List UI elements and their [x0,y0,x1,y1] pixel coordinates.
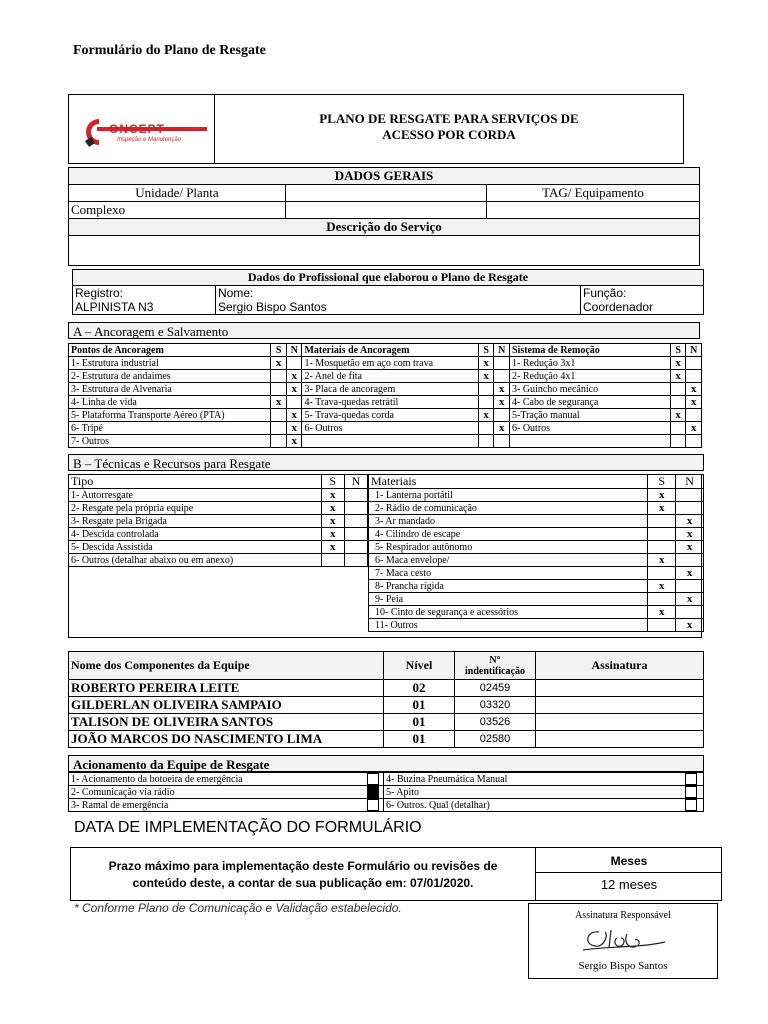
pontos-n-mark[interactable]: x [286,435,302,448]
materiais-b-s-mark[interactable]: x [648,554,676,567]
acionamento-right-item: 6- Outros. Qual (detalhar) [384,799,680,812]
materiais-b-item: 9- Peia [369,593,648,606]
sistema-s-mark[interactable]: x [670,357,686,370]
equipe-nome: GILDERLAN OLIVEIRA SAMPAIO [69,697,384,714]
materiais-b-row [369,593,704,606]
implementacao-title: DATA DE IMPLEMENTAÇÃO DO FORMULÁRIO [74,819,422,836]
materiais-b-n-mark[interactable] [676,489,704,502]
acionamento-right-checkbox[interactable] [685,786,697,798]
prazo-box [70,847,722,901]
logo-cell [69,95,215,163]
profissional-table [72,269,704,315]
assinatura-title: Assinatura Responsável [575,910,671,921]
registro-cell [73,286,216,315]
tipo-row [69,541,368,554]
sistema-n-mark[interactable]: x [686,396,702,409]
tag-label: TAG/ Equipamento [487,185,700,202]
ancoragem-row [69,396,702,409]
materiais-b-row [369,606,704,619]
materiais-b-item: 1- Lanterna portátil [369,489,648,502]
equipe-assinatura-header: Assinatura [536,652,704,680]
pontos-n-mark[interactable]: x [286,370,302,383]
acionamento-right-checkbox-cell [679,773,704,786]
acionamento-row [69,799,704,812]
dados-gerais-table [68,167,700,266]
pontos-n-mark[interactable] [286,396,302,409]
acionamento-row [69,773,704,786]
materiais-s-mark[interactable]: x [478,370,494,383]
tipo-row [69,528,368,541]
materiais-n-mark[interactable]: x [494,396,510,409]
document-title [215,111,683,143]
pontos-n-mark[interactable]: x [286,383,302,396]
equipe-row [69,731,704,748]
secao-a-title: A – Ancoragem e Salvamento [68,322,700,339]
tipo-row [69,554,368,567]
descricao-title: Descrição do Serviço [69,219,700,236]
secao-b-title: B – Técnicas e Recursos para Resgate [68,454,704,471]
materiais-b-n-mark[interactable]: x [676,567,704,580]
materiais-n-mark[interactable] [494,409,510,422]
materiais-b-item: 6- Maca envelope/ [369,554,648,567]
tipo-item: 1- Autorresgate [69,489,322,502]
materiais-b-n-mark[interactable] [676,606,704,619]
tipo-table [68,474,368,567]
tipo-item: 4- Descida controlada [69,528,322,541]
materiais-n-mark[interactable]: x [494,422,510,435]
unidade-value[interactable] [286,185,487,202]
tipo-n-mark[interactable] [344,541,367,554]
materiais-b-row [369,489,704,502]
meses-label: Meses [610,854,648,868]
signature-icon [579,924,669,956]
registro-label: Registro: [75,286,124,300]
sistema-s-mark[interactable]: x [670,409,686,422]
sistema-item: 1- Redução 3x1 [510,357,671,370]
tipo-s-mark[interactable]: x [321,489,344,502]
tipo-s-header: S [321,475,344,489]
tipo-item: 5- Descida Assistida [69,541,322,554]
materiais-b-s-mark[interactable]: x [648,606,676,619]
materiais-b-s-header: S [648,475,676,489]
acionamento-row [69,786,704,799]
ancoragem-row [69,383,702,396]
pontos-header: Pontos de Ancoragem [69,344,271,357]
acionamento-table [68,772,704,812]
sistema-item: 3- Guincho mecânico [510,383,671,396]
logo-word: ONCEPT [109,122,166,136]
equipe-id-header-line1: N° [489,654,501,666]
sistema-item: 4- Cabo de segurança [510,396,671,409]
equipe-assinatura[interactable] [536,680,704,697]
materiais-n-mark[interactable]: x [494,383,510,396]
materiais-b-row [369,619,704,632]
materiais-item: 1- Mosquetão em aço com trava [302,357,478,370]
equipe-assinatura[interactable] [536,697,704,714]
sistema-item: 6- Outros [510,422,671,435]
pontos-item: 2- Estrutura de andaimes [69,370,271,383]
funcao-label: Função: [583,286,627,300]
tipo-row [69,515,368,528]
materiais-header: Materiais de Ancoragem [302,344,478,357]
assinatura-box [528,903,718,979]
logo-subtitle: Inspeção e Manutenção [117,137,182,143]
pontos-s-mark[interactable] [271,370,287,383]
funcao-cell [581,286,704,315]
equipe-assinatura[interactable] [536,714,704,731]
sistema-s-mark[interactable] [670,435,686,448]
ancoragem-table [68,343,702,448]
materiais-b-row [369,515,704,528]
tag-value[interactable] [487,202,700,219]
materiais-s-header: S [478,344,494,357]
sistema-n-mark[interactable] [686,409,702,422]
materiais-b-item: 11- Outros [369,619,648,632]
materiais-b-s-mark[interactable] [648,567,676,580]
materiais-b-n-mark[interactable] [676,580,704,593]
materiais-b-s-mark[interactable] [648,619,676,632]
materiais-b-row [369,502,704,515]
prazo-text [71,858,535,892]
sistema-s-mark[interactable] [670,396,686,409]
document-title-line2: ACESSO POR CORDA [382,127,516,142]
unidade-label: Unidade/ Planta [69,185,286,202]
pontos-n-mark[interactable]: x [286,422,302,435]
pontos-item: 5- Plataforma Transporte Aéreo (PTA) [69,409,271,422]
nome-cell [216,286,581,315]
materiais-b-n-mark[interactable]: x [676,515,704,528]
materiais-b-item: 10- Cinto de segurança e acessórios [369,606,648,619]
equipe-nome: TALISON DE OLIVEIRA SANTOS [69,714,384,731]
materiais-b-row [369,528,704,541]
acionamento-right-checkbox-cell [679,799,704,812]
sistema-s-mark[interactable] [670,422,686,435]
materiais-item: 6- Outros [302,422,478,435]
materiais-item: 3- Placa de ancoragem [302,383,478,396]
equipe-nivel: 01 [384,714,455,731]
materiais-b-item: 4- Cilindro de escape [369,528,648,541]
acionamento-right-item: 5- Apito [384,786,680,799]
tipo-s-mark[interactable]: x [321,528,344,541]
materiais-b-s-mark[interactable]: x [648,489,676,502]
materiais-item: 4- Trava-quedas retrátil [302,396,478,409]
pontos-item: 4- Linha de vida [69,396,271,409]
equipe-row [69,697,704,714]
materiais-s-mark[interactable] [478,435,494,448]
equipe-nome-header: Nome dos Componentes da Equipe [69,652,384,680]
materiais-b-n-mark[interactable]: x [676,528,704,541]
materiais-b-item: 5- Respirador autônomo [369,541,648,554]
acionamento-left-checkbox-cell [363,773,384,786]
ancoragem-row [69,409,702,422]
tipo-n-mark[interactable] [344,554,367,567]
acionamento-right-checkbox[interactable] [685,799,697,811]
materiais-b-s-mark[interactable] [648,515,676,528]
document-title-line1: PLANO DE RESGATE PARA SERVIÇOS DE [319,111,579,126]
assinatura-nome: Sergio Bispo Santos [578,960,668,972]
tecnicas-box [68,474,702,638]
tipo-row [69,502,368,515]
tipo-n-mark[interactable] [344,489,367,502]
prazo-text-line2: conteúdo deste, a contar de sua publicação em: 07/01/2020. [132,876,474,890]
meses-cell [535,848,722,900]
prazo-text-line1: Prazo máximo para implementação deste Formulário ou revisões de [108,859,498,873]
pontos-n-mark[interactable] [286,357,302,370]
pontos-s-mark[interactable]: x [271,357,287,370]
materiais-b-n-mark[interactable] [676,502,704,515]
materiais-b-item: 7- Maca cesto [369,567,648,580]
materiais-b-s-mark[interactable] [648,541,676,554]
sistema-s-mark[interactable] [670,383,686,396]
tipo-s-mark[interactable]: x [321,515,344,528]
materiais-s-mark[interactable] [478,396,494,409]
materiais-s-mark[interactable] [478,422,494,435]
acionamento-left-item: 3- Ramal de emergência [69,799,364,812]
sistema-n-mark[interactable] [686,357,702,370]
equipe-nivel: 01 [384,697,455,714]
tipo-row [69,489,368,502]
tipo-n-mark[interactable] [344,502,367,515]
sistema-n-header: N [686,344,702,357]
descricao-value[interactable] [69,236,700,266]
materiais-n-mark[interactable] [494,370,510,383]
pontos-item: 6- Tripé [69,422,271,435]
acionamento-title: Acionamento da Equipe de Resgate [68,755,704,772]
equipe-id-header [455,652,536,680]
materiais-b-row [369,541,704,554]
acionamento-left-checkbox[interactable] [367,773,379,785]
pontos-s-mark[interactable] [271,435,287,448]
materiais-b-n-mark[interactable] [676,554,704,567]
nome-label: Nome: [218,286,254,300]
materiais-b-row [369,554,704,567]
equipe-id: 02459 [455,680,536,697]
pontos-s-mark[interactable] [271,422,287,435]
pontos-s-mark[interactable] [271,409,287,422]
pontos-s-mark[interactable]: x [271,396,287,409]
complexo-label: Complexo [69,202,286,219]
materiais-n-mark[interactable] [494,435,510,448]
sistema-item: 5-Tração manual [510,409,671,422]
acionamento-left-checkbox[interactable] [367,799,379,811]
sistema-item: 2- Redução 4x1 [510,370,671,383]
materiais-item: 5- Trava-quedas corda [302,409,478,422]
tipo-n-header: N [344,475,367,489]
ancoragem-row [69,435,702,448]
tipo-item: 2- Resgate pela própria equipe [69,502,322,515]
tipo-item: 6- Outros (detalhar abaixo ou em anexo) [69,554,322,567]
materiais-b-s-mark[interactable] [648,528,676,541]
equipe-id: 03526 [455,714,536,731]
tipo-n-mark[interactable] [344,528,367,541]
materiais-n-header: N [494,344,510,357]
acionamento-left-checkbox-cell [363,786,384,799]
equipe-nome: ROBERTO PEREIRA LEITE [69,680,384,697]
tipo-item: 3- Resgate pela Brigada [69,515,322,528]
acionamento-right-checkbox[interactable] [685,773,697,785]
equipe-row [69,680,704,697]
materiais-b-item: 2- Rádio de comunicação [369,502,648,515]
form-title: Formulário do Plano de Resgate [73,43,266,58]
meses-value: 12 meses [600,877,658,892]
header-box [68,94,684,164]
materiais-b-s-mark[interactable]: x [648,502,676,515]
equipe-assinatura[interactable] [536,731,704,748]
tipo-s-mark[interactable] [321,554,344,567]
pontos-item: 7- Outros [69,435,271,448]
equipe-id: 03320 [455,697,536,714]
materiais-table [368,474,704,632]
materiais-b-header: Materiais [369,475,648,489]
materiais-s-mark[interactable] [478,383,494,396]
equipe-nivel-header: Nível [384,652,455,680]
sistema-n-mark[interactable]: x [686,422,702,435]
acionamento-right-checkbox-cell [679,786,704,799]
acionamento-left-item: 2- Comunicação via rádio [69,786,364,799]
sistema-n-mark[interactable] [686,435,702,448]
pontos-s-mark[interactable] [271,383,287,396]
tipo-header: Tipo [69,475,322,489]
materiais-b-n-mark[interactable]: x [676,619,704,632]
materiais-b-row [369,580,704,593]
materiais-b-n-header: N [676,475,704,489]
materiais-b-n-mark[interactable]: x [676,593,704,606]
ancoragem-row [69,357,702,370]
pontos-item: 3- Estrutura de Alvenaria [69,383,271,396]
nome-value: Sergio Bispo Santos [218,300,327,314]
sistema-n-mark[interactable] [686,370,702,383]
materiais-b-item: 8- Prancha rígida [369,580,648,593]
materiais-b-item: 3- Ar mandado [369,515,648,528]
sistema-item [510,435,671,448]
equipe-nivel: 02 [384,680,455,697]
funcao-value: Coordenador [583,300,654,314]
equipe-nome: JOÃO MARCOS DO NASCIMENTO LIMA [69,731,384,748]
acionamento-left-item: 1- Acionamento da botoeira de emergência [69,773,364,786]
materiais-s-mark[interactable]: x [478,409,494,422]
pontos-n-header: N [286,344,302,357]
sistema-s-mark[interactable]: x [670,370,686,383]
materiais-s-mark[interactable]: x [478,357,494,370]
materiais-b-s-mark[interactable]: x [648,580,676,593]
acionamento-left-checkbox-cell [363,799,384,812]
equipe-nivel: 01 [384,731,455,748]
materiais-item: 2- Anel de fita [302,370,478,383]
pontos-item: 1- Estrutura industrial [69,357,271,370]
tipo-s-mark[interactable]: x [321,541,344,554]
registro-value: ALPINISTA N3 [75,300,154,314]
sistema-s-header: S [670,344,686,357]
materiais-n-mark[interactable] [494,357,510,370]
sistema-n-mark[interactable]: x [686,383,702,396]
equipe-id: 02580 [455,731,536,748]
materiais-b-row [369,567,704,580]
tipo-s-mark[interactable]: x [321,502,344,515]
complexo-value[interactable] [286,202,487,219]
acionamento-right-item: 4- Buzina Pneumática Manual [384,773,680,786]
tipo-n-mark[interactable] [344,515,367,528]
profissional-title: Dados do Profissional que elaborou o Plano de Resgate [73,270,704,286]
pontos-n-mark[interactable]: x [286,409,302,422]
dados-gerais-title: DADOS GERAIS [69,168,700,185]
equipe-table [68,651,704,748]
ancoragem-row [69,422,702,435]
sistema-header: Sistema de Remoção [510,344,671,357]
ancoragem-row [69,370,702,383]
acionamento-left-checkbox[interactable] [367,786,379,798]
materiais-item [302,435,478,448]
equipe-id-header-line2: indentificação [465,665,525,677]
equipe-row [69,714,704,731]
pontos-s-header: S [271,344,287,357]
materiais-b-s-mark[interactable] [648,593,676,606]
nota-rodape: * Conforme Plano de Comunicação e Validação estabelecido. [74,901,402,915]
materiais-b-n-mark[interactable]: x [676,541,704,554]
